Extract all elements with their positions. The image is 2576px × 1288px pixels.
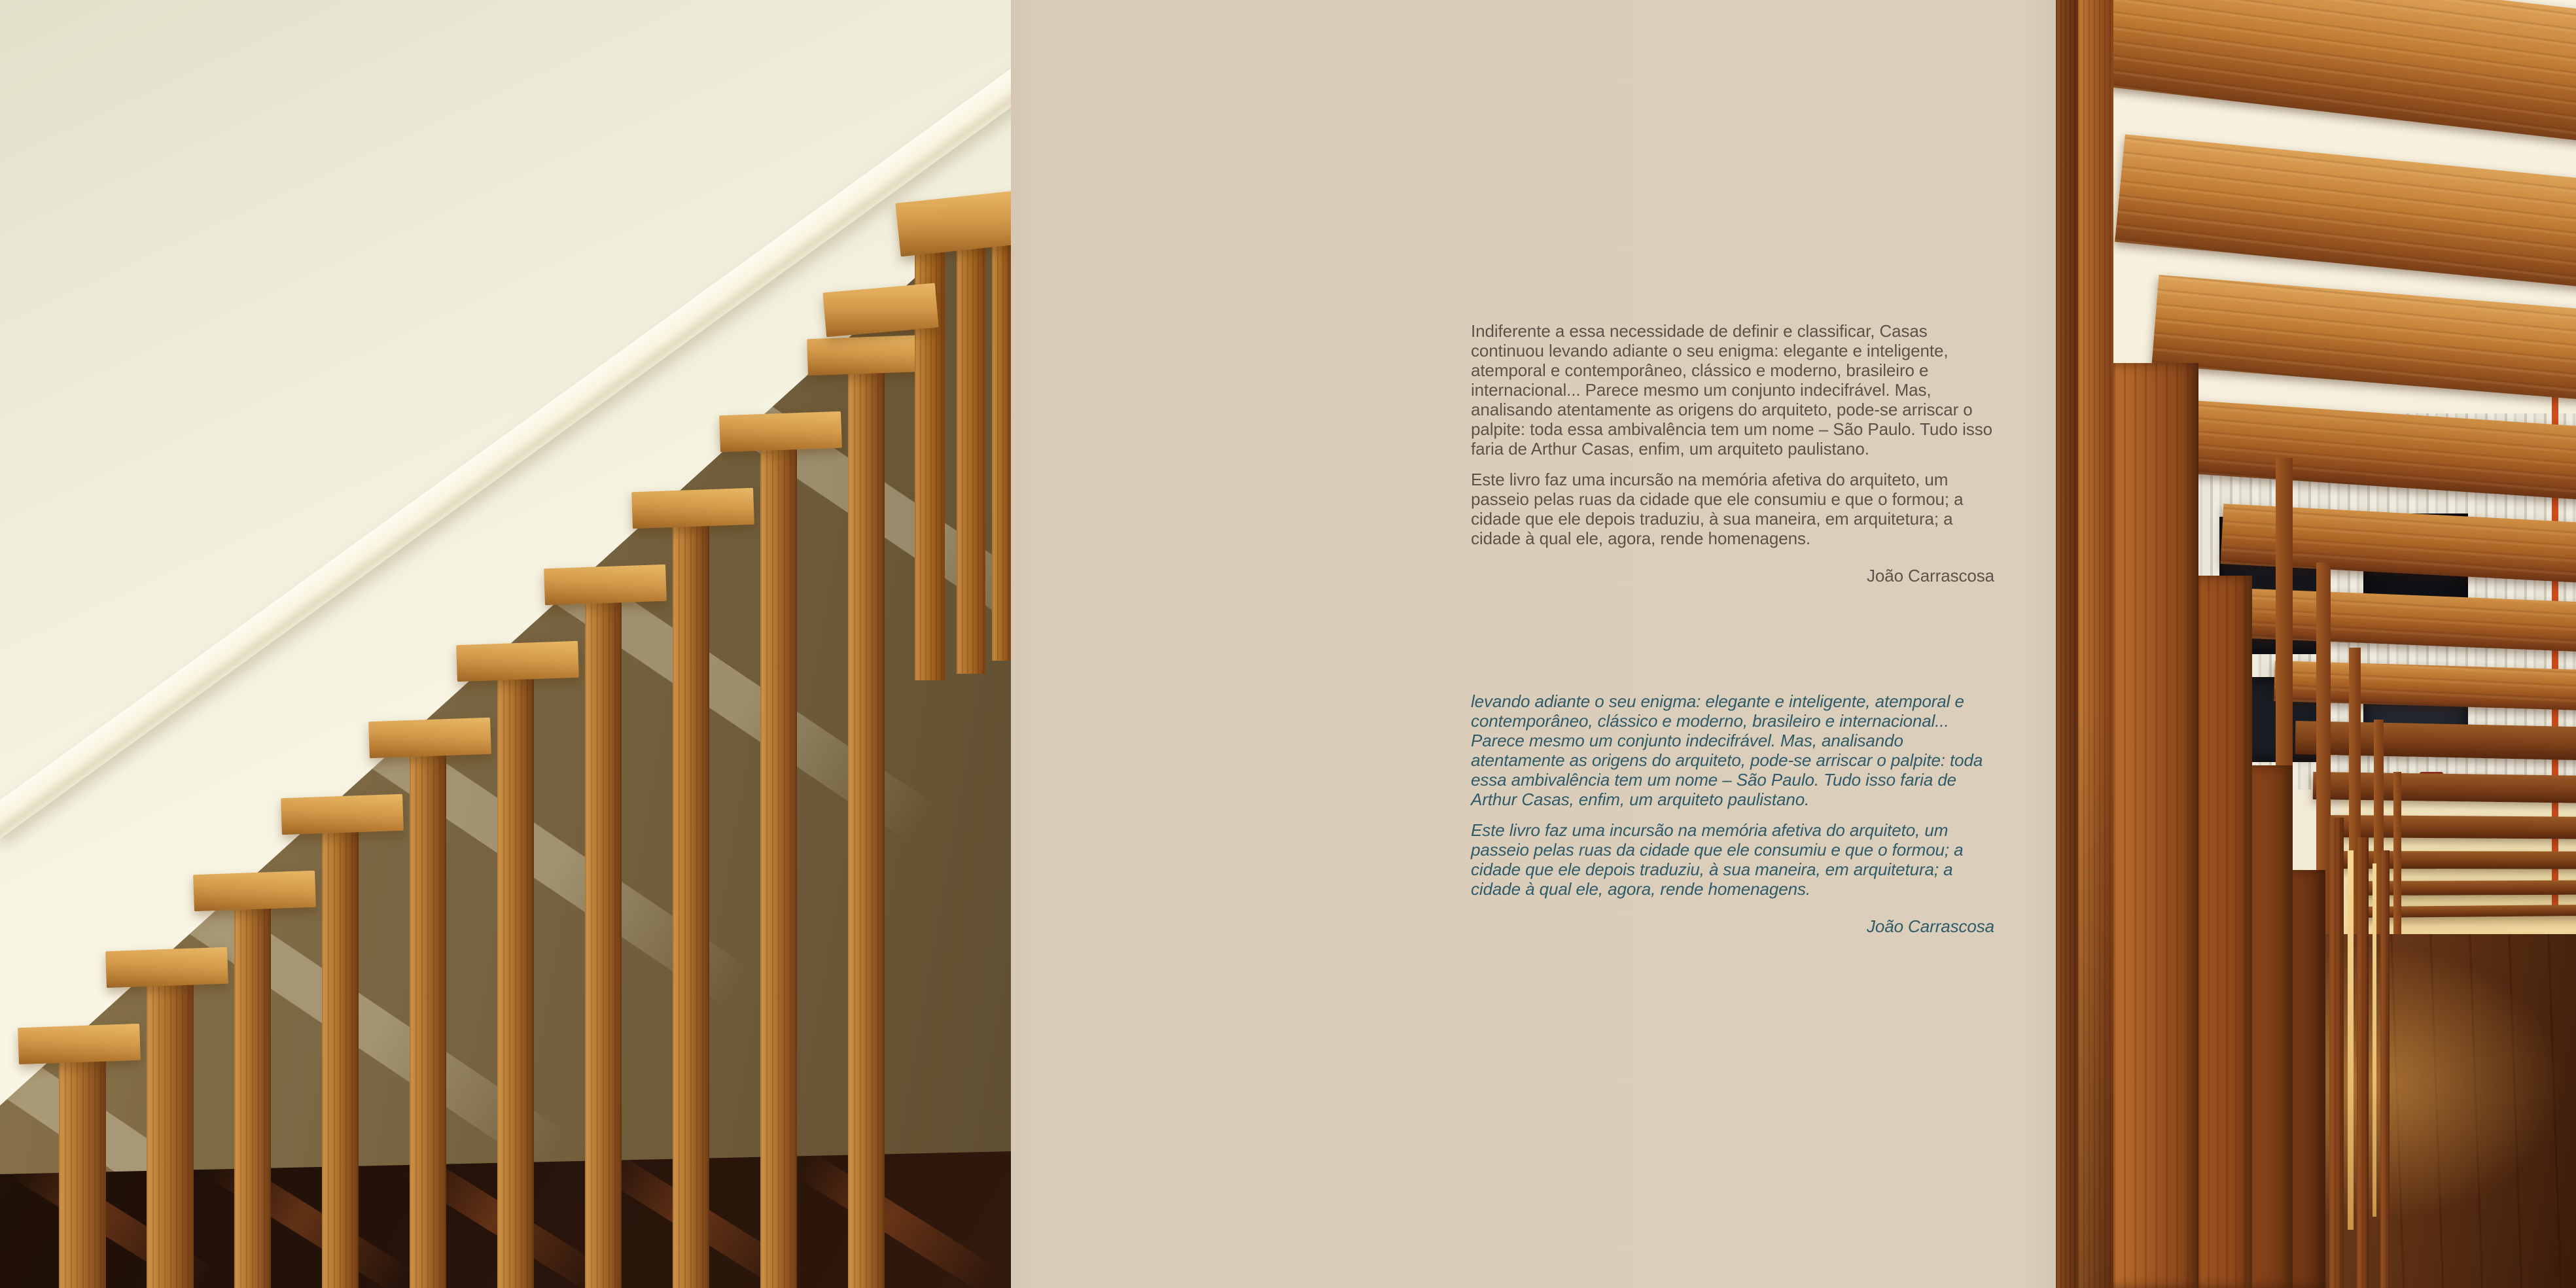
signature-2: João Carrascosa	[1866, 916, 1994, 936]
corridor-slat	[2357, 837, 2369, 1288]
stair-cap	[895, 190, 1011, 257]
corridor-beam	[2115, 134, 2576, 289]
corridor-beam	[2328, 815, 2576, 839]
stair-baluster	[760, 444, 797, 1288]
corridor-leg-face	[2252, 765, 2293, 1288]
italic-paragraph-1: levando adiante o seu enigma: elegante e inteligente, atemporal e contemporâneo, clássico e moderno, brasileiro e internacional... Parece mesmo um conjunto indecifrável. Mas, analisando atentamente as origens do arquiteto, pode-se arriscar o palpite: toda essa ambivalência tem um nome – São Paulo. Tudo isso faria de Arthur Casas, enfim, um arquiteto paulistano.	[1471, 691, 1983, 809]
stair-cap	[807, 335, 930, 375]
floor-light-streak	[796, 1151, 1001, 1288]
stair-baluster	[585, 597, 622, 1288]
stair-baluster	[848, 367, 885, 1288]
left-photo-staircase	[0, 0, 1011, 1288]
text-block-italic	[1471, 691, 1994, 936]
stair-cap	[456, 641, 579, 682]
center-page	[1011, 0, 2056, 1288]
stair-baluster	[147, 979, 194, 1288]
corridor-slat	[2329, 818, 2344, 1288]
signature-1: João Carrascosa	[1866, 566, 1994, 585]
corridor-beam	[2088, 0, 2576, 144]
corridor-beam	[2151, 275, 2576, 402]
corridor-leg-face	[2113, 363, 2198, 1288]
stair-cap	[368, 718, 491, 758]
stair-cap	[18, 1024, 141, 1064]
corridor-slat	[2380, 850, 2390, 1288]
balustrade-slat	[992, 203, 1011, 661]
stair-cap	[105, 947, 228, 988]
italic-paragraph-2: Este livro faz uma incursão na memória afetiva do arquiteto, um passeio pelas ruas da cidade que ele consumiu e que o formou; a cidade que ele depois traduziu, à sua maneira, em arquitetura; a cidade à qual ele, agora, rende homenagens.	[1471, 820, 1964, 899]
corridor-leg-face	[2198, 576, 2252, 1288]
stair-cap	[631, 488, 754, 529]
light-slit	[2348, 850, 2354, 1230]
corridor-frame-post	[2393, 772, 2401, 935]
stair-cap	[193, 871, 316, 911]
stair-baluster	[322, 826, 359, 1288]
stair-cap	[719, 411, 842, 452]
stair-cap	[281, 794, 404, 835]
balustrade-slat	[957, 216, 985, 674]
stair-baluster	[410, 750, 446, 1288]
corridor-beam	[2295, 721, 2576, 761]
light-slit	[2373, 863, 2376, 1217]
stair-baluster	[673, 520, 709, 1288]
corridor-near-post	[2056, 0, 2078, 1288]
paragraph-1: Indiferente a essa necessidade de definir e classificar, Casas continuou levando adiante o seu enigma: elegante e inteligente, atemporal e contemporâneo, clássico e moderno, brasileiro e internacional... Parece mesmo um conjunto indecifrável. Mas, analisando atentamente as origens do arquiteto, pode-se arriscar o palpite: toda essa ambivalência tem um nome – São Paulo. Tudo isso faria de Arthur Casas, enfim, um arquiteto paulistano.	[1471, 321, 1992, 459]
stair-baluster	[234, 903, 271, 1288]
text-block-regular	[1471, 321, 1994, 585]
paragraph-2: Este livro faz uma incursão na memória afetiva do arquiteto, um passeio pelas ruas da cidade que ele consumiu e que o formou; a cidade que ele depois traduziu, à sua maneira, em arquitetura; a cidade à qual ele, agora, rende homenagens.	[1471, 470, 1964, 548]
corridor-near-post	[2078, 0, 2113, 1288]
stair-cap	[544, 565, 667, 605]
right-photo-corridor	[2056, 0, 2576, 1288]
stair-baluster	[59, 1056, 106, 1288]
corridor-leg-face	[2293, 870, 2325, 1288]
stair-baluster	[497, 673, 534, 1288]
